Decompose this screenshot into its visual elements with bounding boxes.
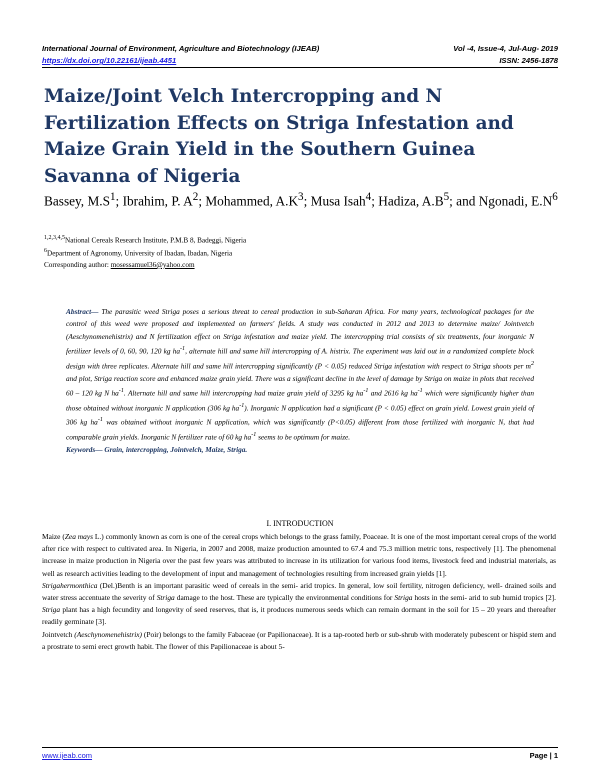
- affiliation: [44, 246, 564, 259]
- corresponding-author: [44, 260, 564, 271]
- affiliation-text: National Cereals Research Institute, P.M.B 8, Badeggi, Nigeria: [65, 236, 247, 245]
- keywords-label: Keywords: [66, 444, 96, 454]
- abstract-text: The parasitic weed Striga poses a serious threat to cereal production in sub-Saharan Africa. For many years, technological packages for the control of this weed were proposed and implemented on farmers' fields. A study was conducted in 2012 and 2013 to determine maize/ Jointvetch (Aeschynomenehistrix) and N fertilization effect on Striga infestation and maize yield. The intercropping trial consists of six treatments, four inorganic N fertilizer levels of 0, 60, 90, 120 kg ha: [66, 307, 535, 356]
- text: L.) commonly known as corn is one of the cereal crops which belongs to the grass family, Poaceae. It is one of the most important cereal crops of the world after rice with respect to cultivated area. In Nigeria, in 2007 and 2008, maize production amounted to 67.4 and 75.3 million metric tons, respectively [1]. The phenomenal increase in maize production in Nigeria over the past few years was attributed to increase in its utilization for various food items, livestock feed and industrial materials, as well as research activities leading to the development of input and management of technologies resulting from increased grain yields [1].: [42, 532, 557, 578]
- author-sup: 4: [365, 191, 372, 203]
- abstract-text: seems to be optimum for maize.: [256, 432, 351, 442]
- volume-info: Vol -4, Issue-4, Jul-Aug- 2019: [453, 44, 558, 53]
- author: Ibrahim, P. A: [122, 193, 193, 209]
- journal-website-link[interactable]: www.ijeab.com: [42, 751, 93, 760]
- abstract-sup: -1: [251, 432, 257, 439]
- abstract-sup: -1: [180, 346, 186, 353]
- species-name: Zea mays: [64, 532, 93, 541]
- species-name: Strigahermonthica: [42, 580, 98, 590]
- affiliations: [44, 233, 564, 271]
- author-list: Bassey, $M.S^1$; Ibrahim, P. $A^2$; Mohammed, $A.K^3$; Musa Isah$^4$; Hadiza, $A.B^5$; and Ngonadi, $E.N^6$: [44, 191, 558, 209]
- keywords-dash: —: [95, 444, 105, 454]
- abstract-text: was obtained without inorganic N application, which was significantly (P<0.05) different from those fertilized with inorganic N, that had comparable grain yields. Inorganic N fertilizer rate of 60 kg ha: [66, 417, 534, 442]
- species-name: Striga: [42, 605, 61, 615]
- author-sup: 1: [110, 191, 116, 203]
- abstract-sup: -1: [417, 387, 423, 394]
- affiliation: [44, 233, 564, 246]
- text: (Poir) belongs to the family Fabaceae (or Papilionaceae). It is a tap-rooted herb or sub-shrub with moderately pubescent or hispid stem and a prostrate to semi erect growth habit. The flower of this Papilionaceae is about 5-: [42, 629, 556, 651]
- text: Maize (: [42, 532, 65, 541]
- corresponding-label: Corresponding author:: [44, 260, 111, 269]
- text: damage to the host. These are typically the environmental conditions for: [174, 593, 395, 603]
- text: (Del.)Benth is an important parasitic weed of cereals in the semi- arid tropics. In general, low soil fertility, nitrogen deficiency, well- drained soils and water stress accentuate the severity of: [42, 580, 556, 603]
- text: Jointvetch: [42, 629, 75, 639]
- species-name: Striga: [394, 593, 413, 603]
- abstract-text: which were significantly higher than those obtained without inorganic N application (306 kg ha: [66, 388, 534, 413]
- abstract-text: , alternate hill and same hill intercropping of A. histrix. The experiment was laid out in a randomized complete block design with three replicates. Alternate hill and same hill intercropping significantly (P < 0.05) reduced Striga infestation with respect to Striga shoots per m: [66, 346, 534, 371]
- paper-title: Maize/Joint Velch Intercropping and N Fertilization Effects on Striga Infestation and Maize Grain Yield in the Southern Guinea Savanna of Nigeria: [44, 86, 514, 187]
- abstract-sup: -1: [118, 387, 124, 394]
- running-header: [42, 44, 558, 53]
- issn: ISSN: 2456-1878: [499, 56, 558, 65]
- abstract-text: and plot, Striga reaction score and enhanced maize grain yield. There was a significant decline in the level of damage by Striga on maize in plots that received 60 – 120 kg N ha: [66, 373, 534, 398]
- abstract-text: . Alternate hill and same hill intercropping had maize grain yield of 3295 kg ha: [123, 388, 364, 398]
- author: Musa Isah: [310, 193, 366, 209]
- author: Ngonadi, E.N: [478, 193, 553, 209]
- author-sup: 5: [443, 191, 450, 203]
- abstract-sup: -1: [363, 387, 369, 394]
- corresponding-email[interactable]: mosessamuel36@yahoo.com: [110, 260, 195, 269]
- paragraph: [42, 580, 556, 629]
- author: Mohammed, A.K: [205, 193, 299, 209]
- author-sup: 2: [192, 191, 199, 203]
- footer-rule: [42, 747, 558, 748]
- abstract-text: ). Inorganic N application had a significant (P < 0.05) effect on grain yield. Lowest grain yield of 306 kg ha: [66, 403, 534, 427]
- text: hosts in the semi- arid to sub humid tropics [2].: [412, 593, 556, 603]
- author: Hadiza, A.B: [378, 193, 444, 209]
- abstract-label: Abstract: [66, 307, 92, 316]
- header-rule: [42, 67, 558, 68]
- abstract: [66, 306, 534, 456]
- abstract-sup: -1: [239, 402, 245, 409]
- abstract-sup: 2: [530, 360, 534, 367]
- page-number: Page | 1: [529, 751, 558, 760]
- section-heading: I. INTRODUCTION: [266, 519, 334, 528]
- species-name: (Aeschynomenehistrix): [74, 629, 143, 639]
- introduction-body: [42, 531, 556, 653]
- paragraph: [42, 629, 556, 653]
- species-name: Striga: [156, 593, 175, 603]
- keywords: Grain, intercropping, Jointvelch, Maize, Striga.: [104, 444, 248, 454]
- text: plant has a high fecundity and longevity of seed reserves, that is, it produces numerous seeds which can remain dormant in the soil for 15 – 20 years and thereafter readily germinate [3].: [42, 605, 556, 627]
- doi-line: [42, 56, 558, 65]
- author: Bassey, M.S: [44, 193, 110, 209]
- journal-name: International Journal of Environment, Agriculture and Biotechnology (IJEAB): [42, 44, 320, 53]
- affiliation-text: Department of Agronomy, University of Ibadan, Ibadan, Nigeria: [47, 249, 233, 258]
- page-footer: [42, 751, 558, 760]
- author-sup: 6: [552, 191, 558, 203]
- affiliation-sup: 6: [44, 248, 47, 255]
- abstract-sup: -1: [97, 417, 103, 424]
- author-sup: 3: [298, 191, 304, 203]
- abstract-dash: —: [91, 307, 102, 316]
- abstract-text: and 2616 kg ha: [368, 388, 418, 398]
- paragraph: [42, 531, 556, 580]
- doi-link[interactable]: https://dx.doi.org/10.22161/ijeab.4451: [42, 56, 177, 65]
- affiliation-sup: 1,2,3,4,5: [44, 235, 65, 241]
